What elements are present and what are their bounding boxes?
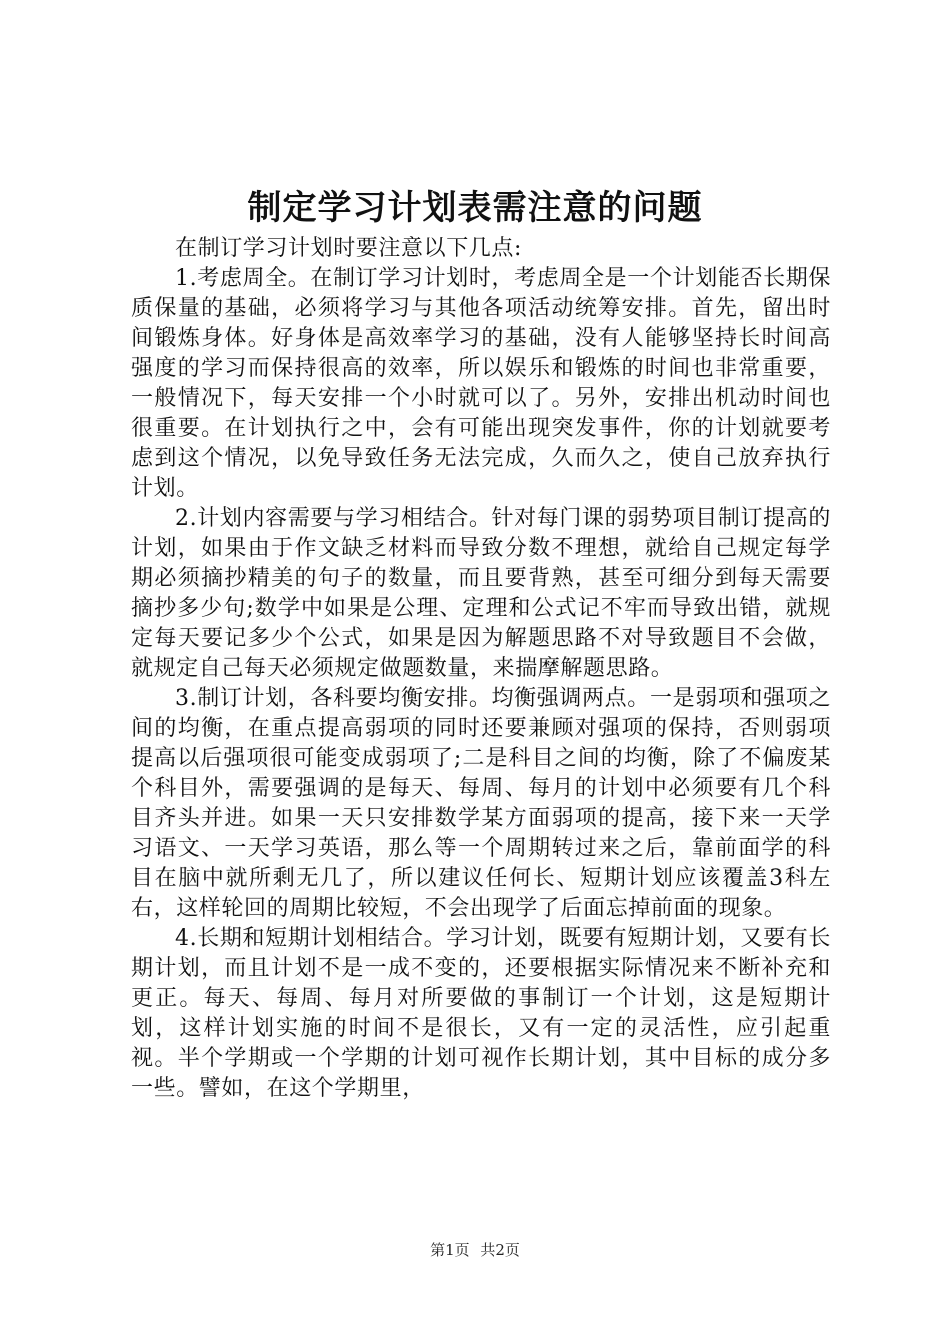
intro-paragraph: 在制订学习计划时要注意以下几点: (175, 236, 523, 261)
paragraph-3: 3.制订计划，各科要均衡安排。均衡强调两点。一是弱项和强项之间的均衡，在重点提高弱项的同时还要兼顾对强项的保持，否则弱项提高以后强项很可能变成弱项了;二是科目之间的均衡，除了不偏废某个科目外，需要强调的是每天、每周、每月的计划中必须要有几个科目齐头并进。如果一天只安排数学某方面弱项的提高，接下来一天学习语文、一天学习英语，那么等一个周期转过来之后，靠前面学的科目在脑中就所剩无几了，所以建议任何长、短期计划应该覆盖3科左右，这样轮回的周期比较短，不会出现学了后面忘掉前面的现象。 (131, 686, 831, 921)
paragraph-2: 2.计划内容需要与学习相结合。针对每门课的弱势项目制订提高的计划，如果由于作文缺乏材料而导致分数不理想，就给自己规定每学期必须摘抄精美的句子的数量，而且要背熟，甚至可细分到每天需要摘抄多少句;数学中如果是公理、定理和公式记不牢而导致出错，就规定每天要记多少个公式，如果是因为解题思路不对导致题目不会做，就规定自己每天必须规定做题数量，来揣摩解题思路。 (131, 506, 831, 681)
paragraph-4: 4.长期和短期计划相结合。学习计划，既要有短期计划，又要有长期计划，而且计划不是一成不变的，还要根据实际情况来不断补充和更正。每天、每周、每月对所要做的事制订一个计划，这是短期计划，这样计划实施的时间不是很长，又有一定的灵活性，应引起重视。半个学期或一个学期的计划可视作长期计划，其中目标的成分多一些。譬如，在这个学期里， (131, 926, 831, 1101)
document-body (131, 234, 831, 1104)
document-title: 制定学习计划表需注意的问题 (247, 188, 703, 228)
page-number: 第1页 (430, 1241, 470, 1259)
paragraph-1: 1.考虑周全。在制订学习计划时，考虑周全是一个计划能否长期保质保量的基础，必须将学习与其他各项活动统筹安排。首先，留出时间锻炼身体。好身体是高效率学习的基础，没有人能够坚持长时间高强度的学习而保持很高的效率，所以娱乐和锻炼的时间也非常重要，一般情况下，每天安排一个小时就可以了。另外，安排出机动时间也很重要。在计划执行之中，会有可能出现突发事件，你的计划就要考虑到这个情况，以免导致任务无法完成，久而久之，使自己放弃执行计划。 (131, 266, 831, 501)
page-total: 共2页 (480, 1241, 520, 1259)
page-footer (0, 1240, 950, 1260)
